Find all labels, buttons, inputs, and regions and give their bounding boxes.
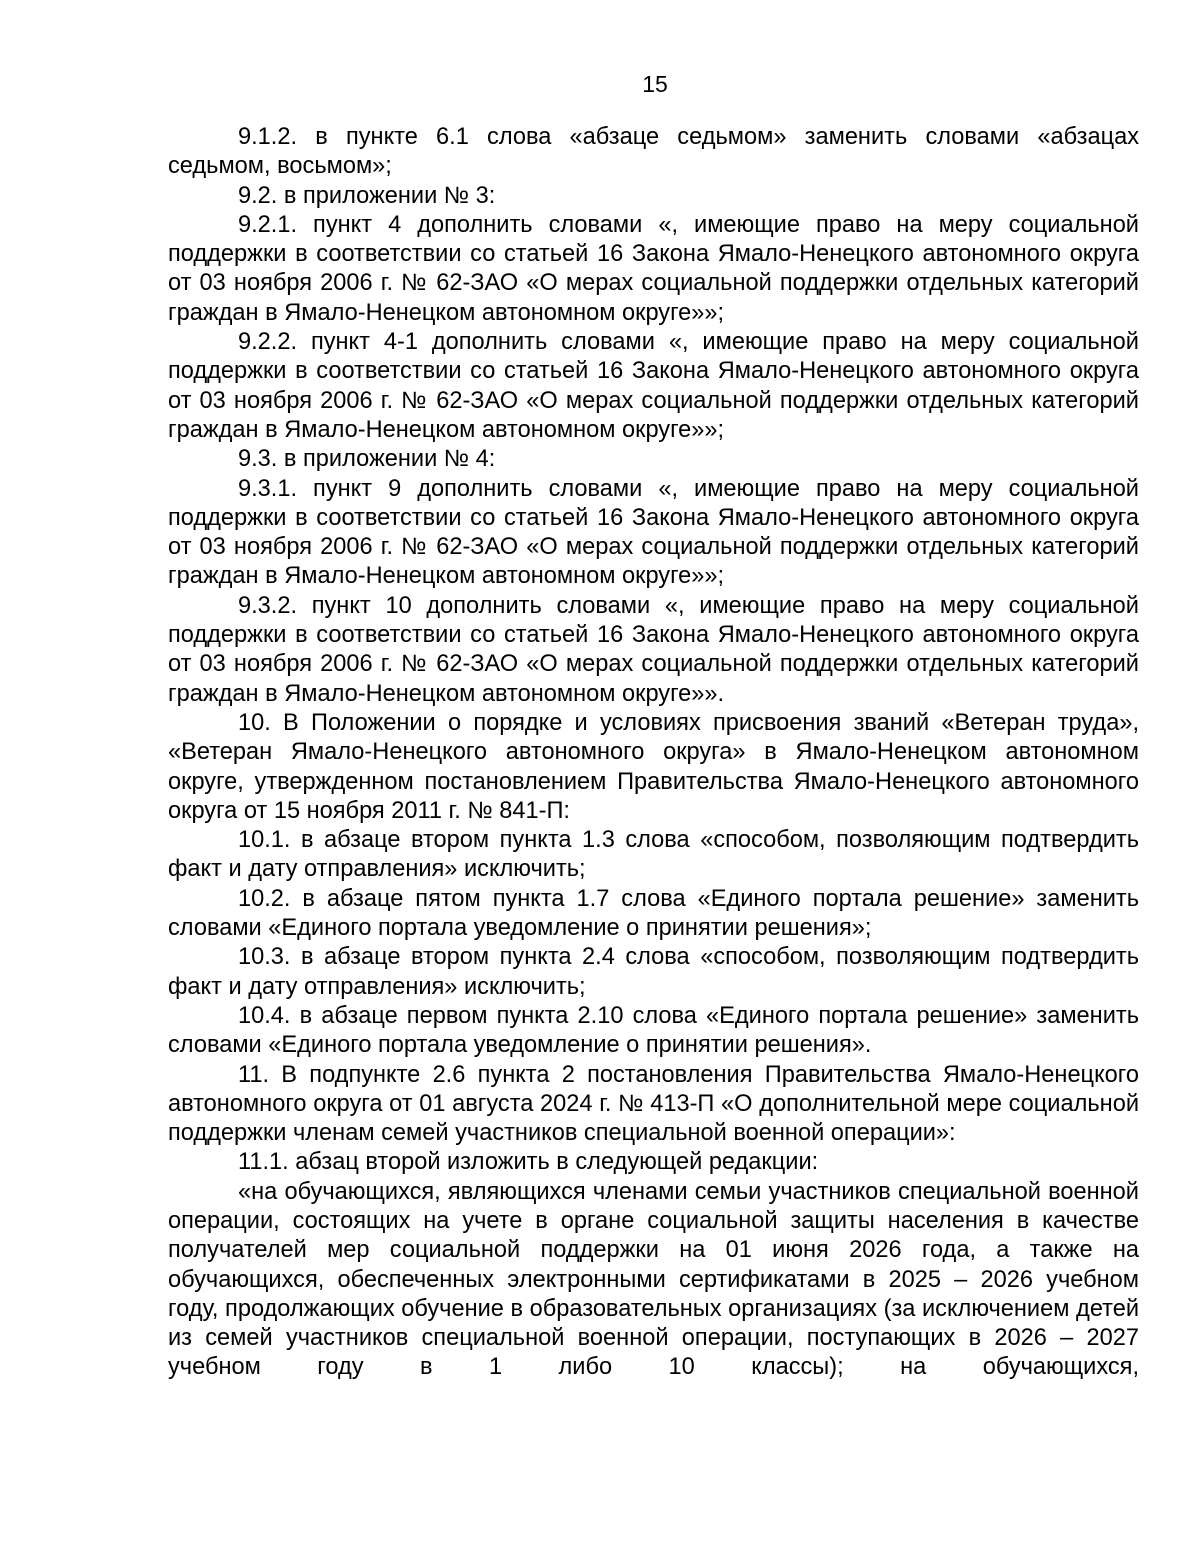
paragraph-10-4: 10.4. в абзаце первом пункта 2.10 слова «Единого портала решение» заменить словами «Единого портала уведомление о принятии решения». [168, 1002, 1139, 1059]
paragraph-9-3-2: 9.3.2. пункт 10 дополнить словами «, имеющие право на меру социальной поддержки в соответствии со статьей 16 Закона Ямало-Ненецкого автономного округа от 03 ноября 2006 г. № 62-ЗАО «О мерах социальной поддержки отдельных категорий граждан в Ямало-Ненецком автономном округе»». [168, 592, 1139, 707]
paragraph-9-2-2: 9.2.2. пункт 4-1 дополнить словами «, имеющие право на меру социальной поддержки в соответствии со статьей 16 Закона Ямало-Ненецкого автономного округа от 03 ноября 2006 г. № 62-ЗАО «О мерах социальной поддержки отдельных категорий граждан в Ямало-Ненецком автономном округе»»; [168, 329, 1139, 443]
paragraph-10-3: 10.3. в абзаце втором пункта 2.4 слова «способом, позволяющим подтвердить факт и дату отправления» исключить; [168, 944, 1139, 1000]
paragraph-quoted-text: «на обучающихся, являющихся членами семьи участников специальной военной операции, состоящих на учете в органе социальной защиты населения в качестве получателей мер социальной поддержки на 01 июня 2026 года, а также на обучающихся, обеспеченных электронными сертификатами в 2025 – 2026 учебном году, продолжающих обучение в образовательных организациях (за исключением детей из семей участников специальной военной операции, поступающих в 2026 – 2027 учебном году в 1 либо 10 классы); на обучающихся, [168, 1178, 1139, 1381]
document-body [168, 123, 1139, 1383]
paragraph-9-1-2: 9.1.2. в пункте 6.1 слова «абзаце седьмом» заменить словами «абзацах седьмом, восьмом»; [168, 124, 1139, 180]
paragraph-11: 11. В подпункте 2.6 пункта 2 постановления Правительства Ямало-Ненецкого автономного округа от 01 августа 2024 г. № 413-П «О дополнительной мере социальной поддержки членам семей участников специальной военной операции»: [168, 1061, 1139, 1147]
paragraph-10-1: 10.1. в абзаце втором пункта 1.3 слова «способом, позволяющим подтвердить факт и дату отправления» исключить; [168, 827, 1139, 883]
paragraph-9-2: 9.2. в приложении № 3: [238, 182, 496, 209]
paragraph-11-1: 11.1. абзац второй изложить в следующей редакции: [238, 1149, 819, 1176]
paragraph-9-2-1: 9.2.1. пункт 4 дополнить словами «, имеющие право на меру социальной поддержки в соответствии со статьей 16 Закона Ямало-Ненецкого автономного округа от 03 ноября 2006 г. № 62-ЗАО «О мерах социальной поддержки отдельных категорий граждан в Ямало-Ненецком автономном округе»»; [168, 211, 1139, 326]
page-number: 15 [642, 71, 668, 97]
paragraph-10: 10. В Положении о порядке и условиях присвоения званий «Ветеран труда», «Ветеран Ямало-Ненецкого автономного округа» в Ямало-Ненецком автономном округе, утвержденном постановлением Правительства Ямало-Ненецкого автономного округа от 15 ноября 2011 г. № 841-П: [168, 709, 1139, 824]
paragraph-9-3: 9.3. в приложении № 4: [238, 446, 496, 473]
paragraph-10-2: 10.2. в абзаце пятом пункта 1.7 слова «Единого портала решение» заменить словами «Единого портала уведомление о принятии решения»; [168, 885, 1139, 942]
paragraph-9-3-1: 9.3.1. пункт 9 дополнить словами «, имеющие право на меру социальной поддержки в соответствии со статьей 16 Закона Ямало-Ненецкого автономного округа от 03 ноября 2006 г. № 62-ЗАО «О мерах социальной поддержки отдельных категорий граждан в Ямало-Ненецком автономном округе»»; [168, 475, 1139, 590]
